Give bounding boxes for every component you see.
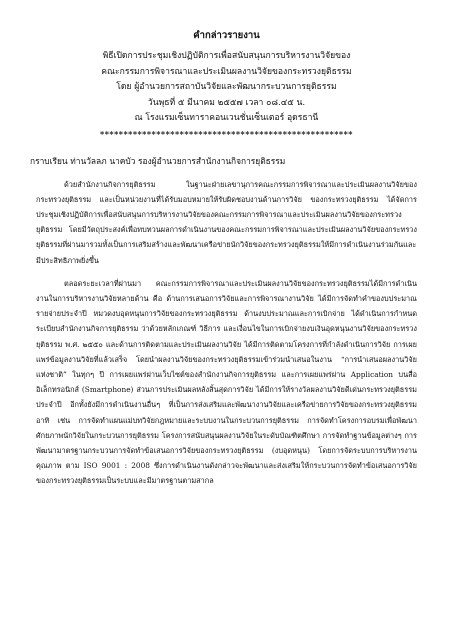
body-paragraph-1: ด้วยสำนักงานกิจการยุติธรรม ในฐานะฝ่ายเลขานุการคณะกรรมการพิจารณาและประเมินผลงานวิจัยของกระทรวงยุติธรรม และเป็นหน่วยงานที่ได้รับมอบหมายให้รับผิดชอบงานด้านการวิจัย ของกระทรวงยุติธรรม ได้จัดการประชุมเชิงปฏิบัติการเพื่อสนับสนุนการบริหารงานวิจัยของคณะกรรมการพิจารณาและประเมินผลงานวิจัยของกระทรวงยุติธรรม โดยมีวัตถุประสงค์เพื่อทบทวนผลการดำเนินงานของคณะกรรมการพิจารณาและประเมินผลงานวิจัยของกระทรวงยุติธรรมที่ผ่านมารวมทั้งเป็นการเสริมสร้างและพัฒนาเครือข่ายนักวิจัยของกระทรวงยุติธรรมให้มีการดำเนินงานร่วมกันและมีประสิทธิภาพยิ่งขึ้น xyxy=(36,179,417,265)
header-line-event: พิธีเปิดการประชุมเชิงปฏิบัติการเพื่อสนับสนุนการบริหารงานวิจัยของ xyxy=(102,51,351,61)
separator-stars: ****************************************************** xyxy=(100,128,353,139)
header-line-committee: คณะกรรมการพิจารณาและประเมินผลงานวิจัยของกระทรวงยุติธรรม xyxy=(101,66,352,77)
document-header xyxy=(36,0,417,141)
header-line-venue: ณ โรงแรมเซ็นทาราคอนเวนชั่นเซ็นเตอร์ อุดรธานี xyxy=(134,113,319,123)
header-line-date: วันพุธที่ ๕ มีนาคม ๒๕๕๗ เวลา ๐๘.๔๕ น. xyxy=(147,97,306,108)
document-title: คำกล่าวรายงาน xyxy=(193,30,260,41)
body-paragraph-2: ตลอดระยะเวลาที่ผ่านมา คณะกรรมการพิจารณาและประเมินผลงานวิจัยของกระทรวงยุติธรรมได้มีการดำเนินงานในการบริหารงานวิจัยหลายด้าน คือ ด้านการเสนอการวิจัยและการพิจารณางานวิจัย ได้มีการจัดทำคำของบประมาณรายจ่ายประจำปี หมวดงบอุดหนุนการวิจัยของกระทรวงยุติธรรม ด้านงบประมาณและการเบิกจ่าย ได้ดำเนินการกำหนดระเบียบสำนักงานกิจการยุติธรรม ว่าด้วยหลักเกณฑ์ วิธีการ และเงื่อนไขในการเบิกจ่ายงบเงินอุดหนุนงานวิจัยของกระทรวงยุติธรรม พ.ศ. ๒๕๕๐ และด้านการติดตามและประเมินผลงานวิจัย ได้มีการติดตามโครงการที่กำลังดำเนินการวิจัย การเผยแพร่ข้อมูลงานวิจัยที่แล้วเสร็จ โดยนำผลงานวิจัยของกระทรวงยุติธรรมเข้าร่วมนำเสนอในงาน “การนำเสนอผลงานวิจัยแห่งชาติ” ในทุกๆ ปี การเผยแพร่ผ่านเว็บไซต์ของสำนักงานกิจการยุติธรรม และการเผยแพร่ผ่าน Application บนสื่ออิเล็กทรอนิกส์ (Smartphone) ส่วนการประเมินผลหลังสิ้นสุดการวิจัย ได้มีการให้รางวัลผลงานวิจัยดีเด่นกระทรวงยุติธรรมประจำปี อีกทั้งยังมีการดำเนินงานอื่นๆ ที่เป็นการส่งเสริมและพัฒนางานวิจัยและเครือข่ายการวิจัยของกระทรวงยุติธรรม อาทิ เช่น การจัดทำแผนแม่บทวิจัยกฎหมายและระบบงานในกระบวนการยุติธรรม การจัดทำโครงการอบรมเพื่อพัฒนาศักยภาพนักวิจัยในกระบวนการยุติธรรม โครงการสนับสนุนผลงานวิจัยในระดับบัณฑิตศึกษา การจัดทำฐานข้อมูลต่างๆ การพัฒนามาตรฐานกระบวนการจัดทำข้อเสนอการวิจัยของกระทรวงยุติธรรม (งบอุดหนุน) โดยการจัดระบบการบริหารงานคุณภาพ ตาม ISO 9001 : 2008 ซึ่งการดำเนินงานดังกล่าวจะพัฒนาและส่งเสริมให้กระบวนการจัดทำข้อเสนอการวิจัยของกระทรวงยุติธรรมเป็นระบบและมีมาตรฐานตามสากล xyxy=(36,278,417,486)
salutation: กราบเรียน ท่านวัลลภ นาคบัว รองผู้อำนวยการสำนักงานกิจการยุติธรรม xyxy=(30,155,286,166)
header-line-speaker: โดย ผู้อำนวยการสถาบันวิจัยและพัฒนากระบวนการยุติธรรม xyxy=(116,82,337,92)
